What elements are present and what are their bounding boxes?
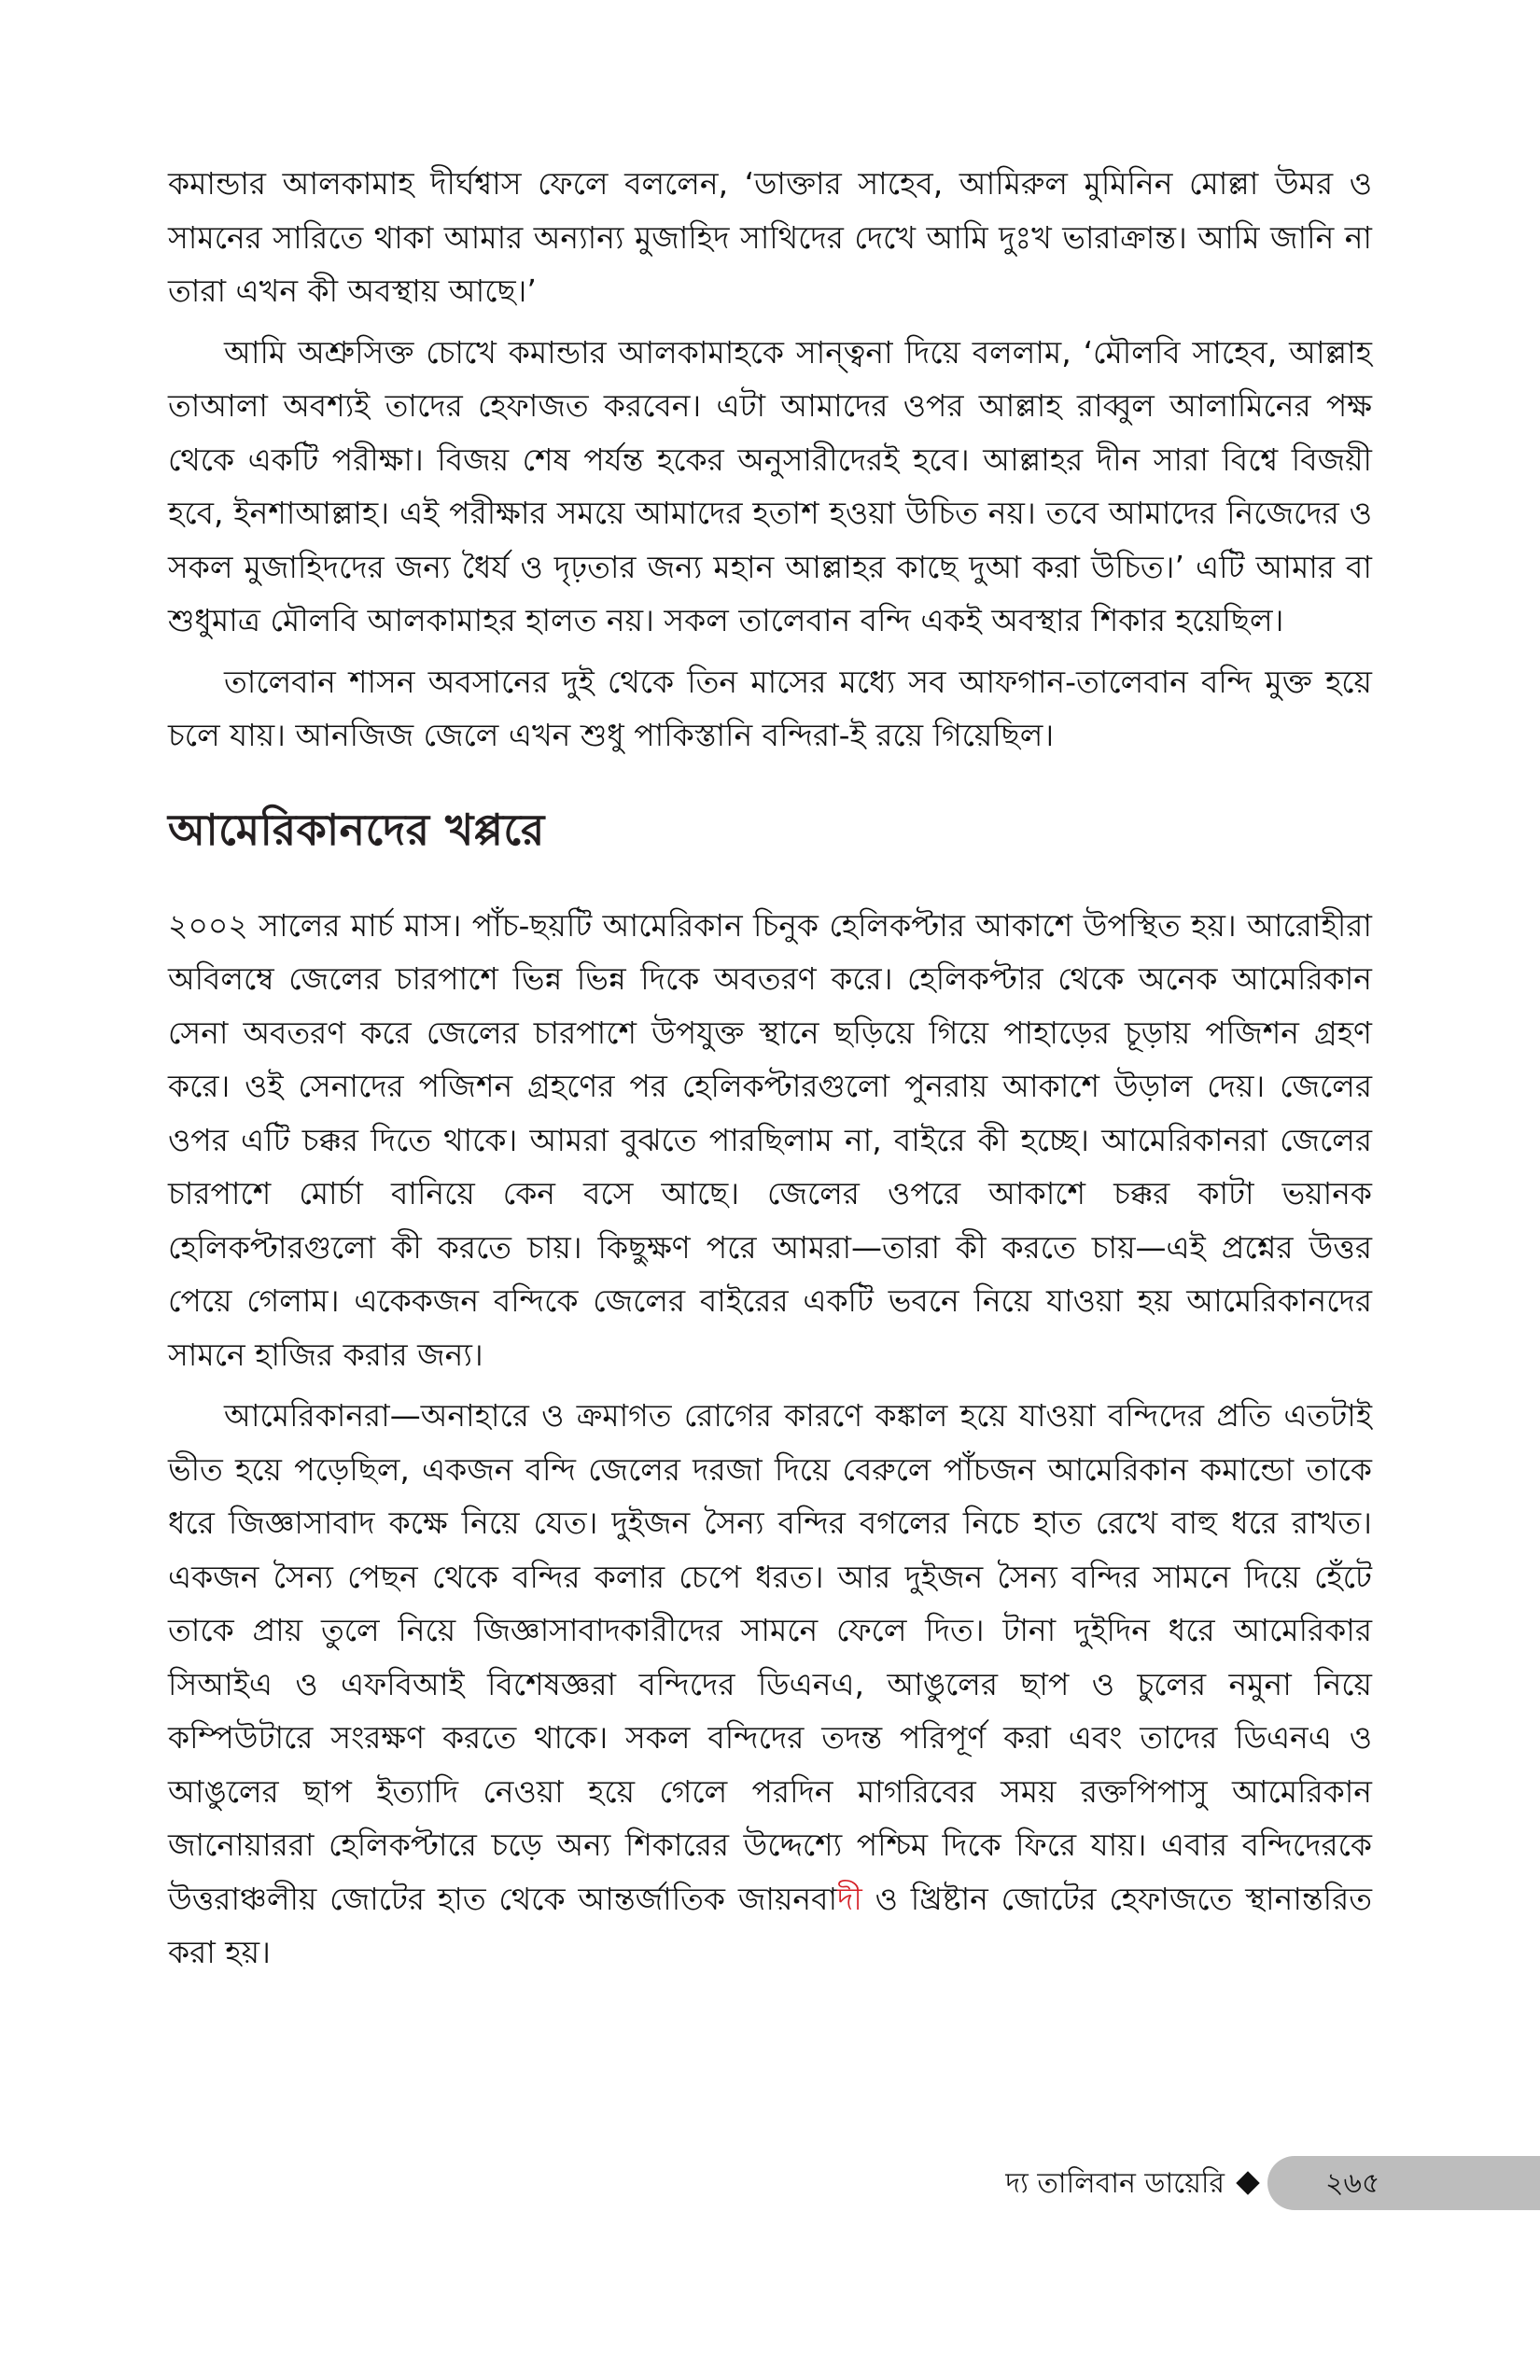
paragraph-5-main: আমেরিকানরা—অনাহারে ও ক্রমাগত রোগের কারণে কঙ্কাল হয়ে যাওয়া বন্দিদের প্রতি এতটাই ভীত হয়ে পড়েছিল, একজন বন্দি জেলের দরজা দিয়ে বেরুলে পাঁচজন আমেরিকান কমান্ডো তাকে ধরে জিজ্ঞাসাবাদ কক্ষে নিয়ে যেত। দুইজন সৈন্য বন্দির বগলের নিচে হাত রেখে বাহু ধরে রাখত। একজন সৈন্য পেছন থেকে বন্দির কলার চেপে ধরত। আর দুইজন সৈন্য বন্দির সামনে দিয়ে হেঁটে তাকে প্রায় তুলে নিয়ে জিজ্ঞাসাবাদকারীদের সামনে ফেলে দিত। টানা দুইদিন ধরে আমেরিকার সিআইএ ও এফবিআই বিশেষজ্ঞরা বন্দিদের ডিএনএ, আঙুলের ছাপ ও চুলের নমুনা নিয়ে কম্পিউটারে সংরক্ষণ করতে থাকে। সকল বন্দিদের তদন্ত পরিপূর্ণ করা এবং তাদের ডিএনএ ও আঙুলের ছাপ ইত্যাদি নেওয়া হয়ে গেলে পরদিন মাগরিবের সময় রক্তপিপাসু আমেরিকান জানোয়াররা হেলিকপ্টারে চড়ে অন্য শিকারের উদ্দেশ্যে পশ্চিম দিকে ফিরে যায়। এবার বন্দিদেরকে উত্তরাঞ্চলীয় জোটের হাত থেকে আন্তর্জাতিক জায়নবা xyxy=(168,1397,1372,1917)
paragraph-5 xyxy=(168,1389,1372,1980)
red-text-fragment: দী xyxy=(837,1880,862,1917)
diamond-icon xyxy=(1236,2171,1259,2194)
paragraph-4: ২০০২ সালের মার্চ মাস। পাঁচ-ছয়টি আমেরিকান চিনুক হেলিকপ্টার আকাশে উপস্থিত হয়। আরোহীরা অবিলম্বে জেলের চারপাশে ভিন্ন ভিন্ন দিকে অবতরণ করে। হেলিকপ্টার থেকে অনেক আমেরিকান সেনা অবতরণ করে জেলের চারপাশে উপযুক্ত স্থানে ছড়িয়ে গিয়ে পাহাড়ের চূড়ায় পজিশন গ্রহণ করে। ওই সেনাদের পজিশন গ্রহণের পর হেলিকপ্টারগুলো পুনরায় আকাশে উড়াল দেয়। জেলের ওপর এটি চক্কর দিতে থাকে। আমরা বুঝতে পারছিলাম না, বাইরে কী হচ্ছে। আমেরিকানরা জেলের চারপাশে মোর্চা বানিয়ে কেন বসে আছে। জেলের ওপরে আকাশে চক্কর কাটা ভয়ানক হেলিকপ্টারগুলো কী করতে চায়। কিছুক্ষণ পরে আমরা—তারা কী করতে চায়—এই প্রশ্নের উত্তর পেয়ে গেলাম। একেকজন বন্দিকে জেলের বাইরের একটি ভবনে নিয়ে যাওয়া হয় আমেরিকানদের সামনে হাজির করার জন্য। xyxy=(168,906,1372,1373)
paragraph-2: আমি অশ্রুসিক্ত চোখে কমান্ডার আলকামাহকে সান্ত্বনা দিয়ে বললাম, ‘মৌলবি সাহেব, আল্লাহ তাআলা অবশ্যই তাদের হেফাজত করবেন। এটা আমাদের ওপর আল্লাহ রাব্বুল আলামিনের পক্ষ থেকে একটি পরীক্ষা। বিজয় শেষ পর্যন্ত হকের অনুসারীদেরই হবে। আল্লাহর দীন সারা বিশ্বে বিজয়ী হবে, ইনশাআল্লাহ। এই পরীক্ষার সময়ে আমাদের হতাশ হওয়া উচিত নয়। তবে আমাদের নিজেদের ও সকল মুজাহিদদের জন্য ধৈর্য ও দৃঢ়তার জন্য মহান আল্লাহর কাছে দুআ করা উচিত।’ এটি আমার বা শুধুমাত্র মৌলবি আলকামাহর হালত নয়। সকল তালেবান বন্দি একই অবস্থার শিকার হয়েছিল। xyxy=(168,333,1372,638)
page-footer xyxy=(0,2156,1540,2214)
page-body xyxy=(168,157,1372,1987)
paragraph-3: তালেবান শাসন অবসানের দুই থেকে তিন মাসের মধ্যে সব আফগান-তালেবান বন্দি মুক্ত হয়ে চলে যায়। আনজিজ জেলে এখন শুধু পাকিস্তানি বন্দিরা-ই রয়ে গিয়েছিল। xyxy=(168,663,1372,753)
page-number: ২৬৫ xyxy=(1325,2167,1380,2200)
paragraph-1: কমান্ডার আলকামাহ দীর্ঘশ্বাস ফেলে বললেন, ‘ডাক্তার সাহেব, আমিরুল মুমিনিন মোল্লা উমর ও সামনের সারিতে থাকা আমার অন্যান্য মুজাহিদ সাথিদের দেখে আমি দুঃখ ভারাক্রান্ত। আমি জানি না তারা এখন কী অবস্থায় আছে।’ xyxy=(168,165,1372,309)
section-heading: আমেরিকানদের খপ্পরে xyxy=(168,804,545,855)
paragraph-5-tail: ও খ্রিষ্টান জোটের হেফাজতে স্থানান্তরিত করা হয়। xyxy=(168,1880,1372,1970)
book-title: দ্য তালিবান ডায়েরি xyxy=(1005,2167,1225,2200)
page-number-tab xyxy=(1267,2156,1540,2210)
